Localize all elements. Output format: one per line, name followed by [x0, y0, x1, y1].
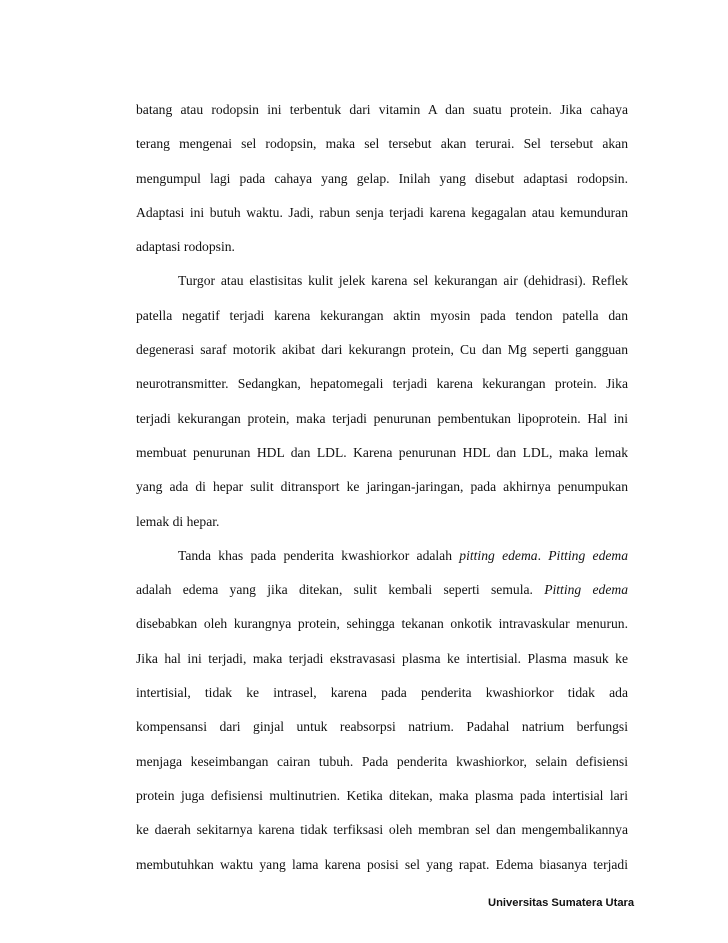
text-line: ke daerah sekitarnya karena tidak terfiksasi oleh membran sel dan mengembalikannya: [136, 822, 628, 838]
text-line: membuat penurunan HDL dan LDL. Karena penurunan HDL dan LDL, maka lemak: [136, 444, 628, 460]
text-line: mengumpul lagi pada cahaya yang gelap. Inilah yang disebut adaptasi rodopsin.: [136, 170, 628, 186]
text-line: yang ada di hepar sulit ditransport ke jaringan-jaringan, pada akhirnya penumpukan: [136, 479, 628, 495]
italic-term: Pitting edema: [544, 582, 628, 598]
text-line: lemak di hepar.: [136, 513, 220, 529]
footer-university: Universitas Sumatera Utara: [488, 897, 635, 909]
italic-term: pitting edema: [459, 547, 538, 563]
text-line: Adaptasi ini butuh waktu. Jadi, rabun senja terjadi karena kegagalan atau kemunduran: [136, 204, 628, 220]
text-run: Tanda khas pada penderita kwashiorkor adalah: [178, 547, 460, 563]
paragraph-first-line: [136, 539, 628, 573]
paragraph-first-line: Turgor atau elastisitas kulit jelek karena sel kekurangan air (dehidrasi). Reflek: [178, 273, 628, 289]
text-line: protein juga defisiensi multinutrien. Ketika ditekan, maka plasma pada intertisial lari: [136, 787, 628, 803]
text-line: intertisial, tidak ke intrasel, karena pada penderita kwashiorkor tidak ada: [136, 685, 628, 701]
text-line: adaptasi rodopsin.: [136, 239, 235, 255]
text-line: disebabkan oleh kurangnya protein, sehingga tekanan onkotik intravaskular menurun.: [136, 616, 628, 632]
body-text: [136, 93, 628, 882]
text-line: terjadi kekurangan protein, maka terjadi penurunan pembentukan lipoprotein. Hal ini: [136, 410, 628, 426]
text-line: degenerasi saraf motorik akibat dari kekurangn protein, Cu dan Mg seperti gangguan: [136, 342, 628, 358]
italic-term: Pitting edema: [548, 547, 628, 563]
text-line: Jika hal ini terjadi, maka terjadi ekstravasasi plasma ke intertisial. Plasma masuk ke: [136, 650, 628, 666]
text-line: terang mengenai sel rodopsin, maka sel tersebut akan terurai. Sel tersebut akan: [136, 136, 628, 152]
text-line: menjaga keseimbangan cairan tubuh. Pada penderita kwashiorkor, selain defisiensi: [136, 753, 628, 769]
text-line: neurotransmitter. Sedangkan, hepatomegali terjadi karena kekurangan protein. Jika: [136, 376, 628, 392]
text-run: .: [537, 547, 549, 563]
text-line: membutuhkan waktu yang lama karena posisi sel yang rapat. Edema biasanya terjadi: [136, 856, 628, 872]
text-line: [136, 573, 628, 607]
text-line: patella negatif terjadi karena kekurangan aktin myosin pada tendon patella dan: [136, 307, 628, 323]
text-run: adalah edema yang jika ditekan, sulit kembali seperti semula.: [136, 582, 545, 598]
text-line: kompensansi dari ginjal untuk reabsorpsi natrium. Padahal natrium berfungsi: [136, 719, 628, 735]
text-line: batang atau rodopsin ini terbentuk dari vitamin A dan suatu protein. Jika cahaya: [136, 102, 628, 117]
